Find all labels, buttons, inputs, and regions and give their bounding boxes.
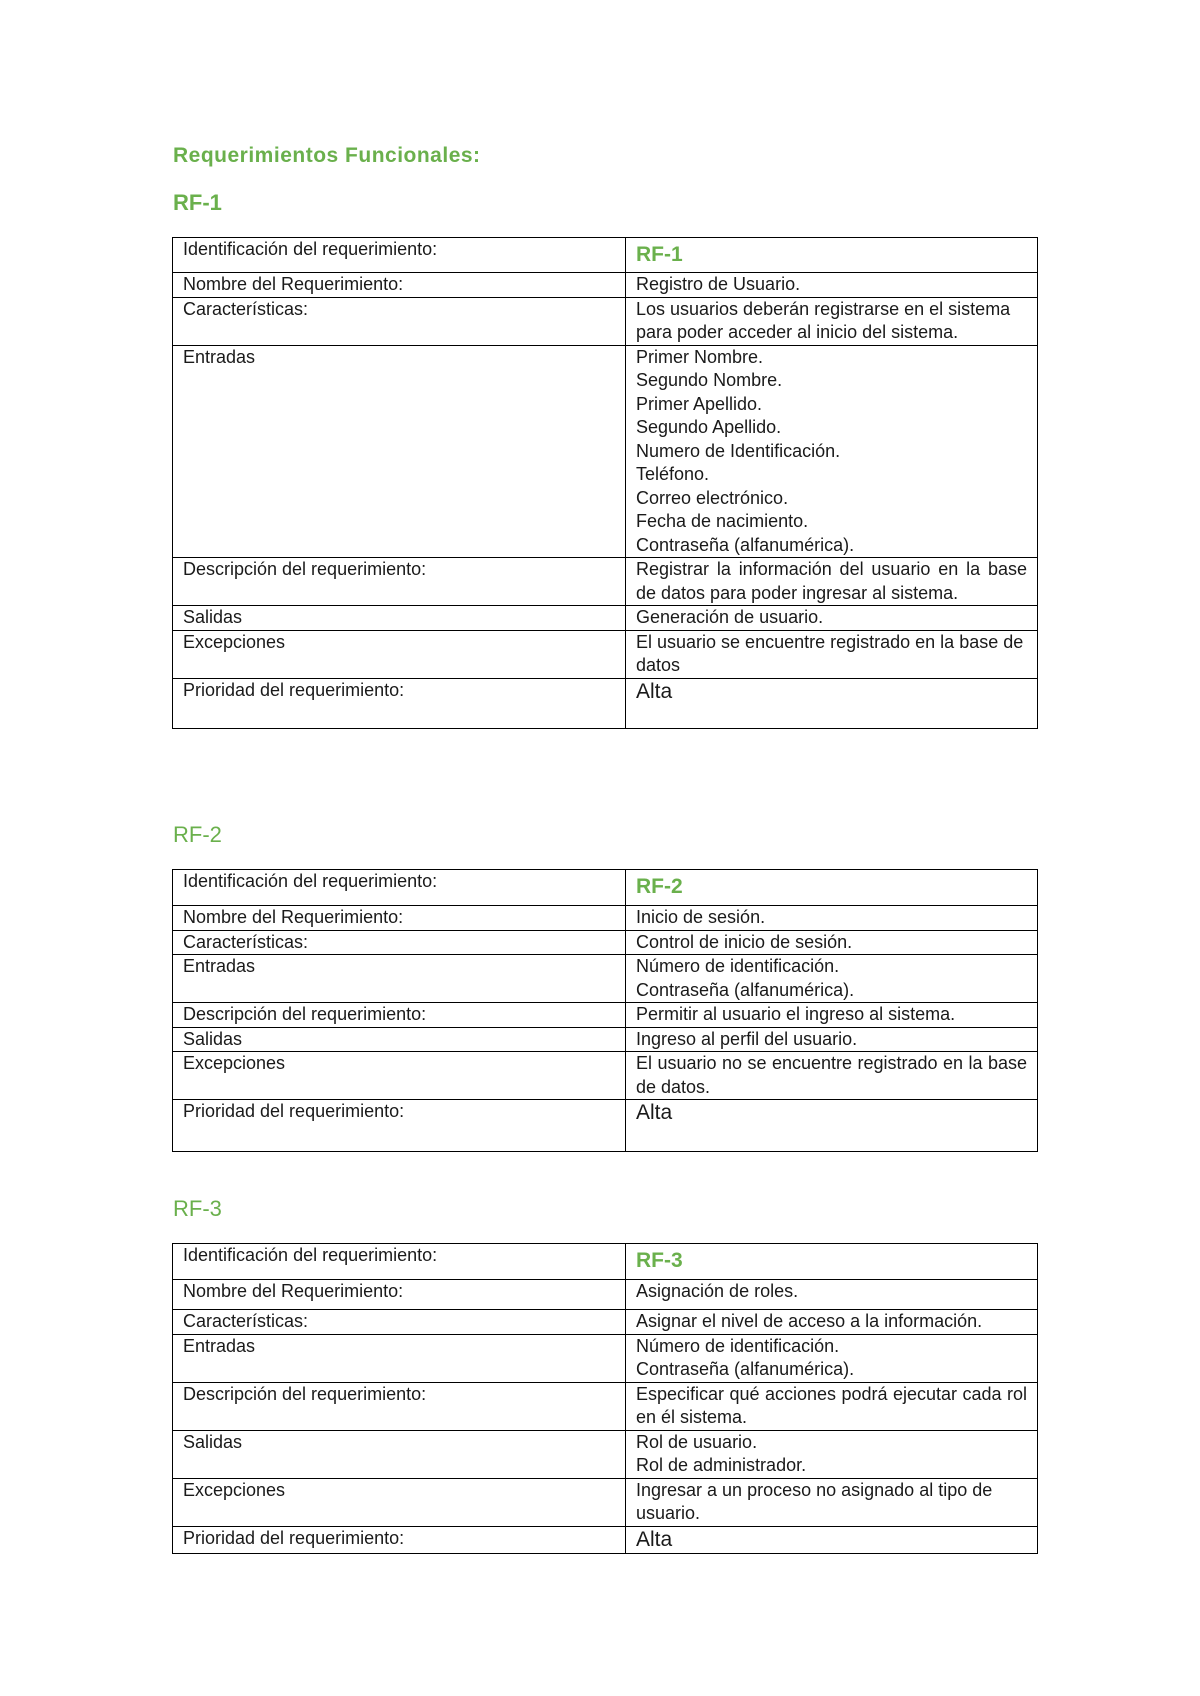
table-row [173, 1310, 1038, 1335]
exceptions-value: Ingresar a un proceso no asignado al tipo de usuario. [626, 1478, 1038, 1526]
table-row [173, 1382, 1038, 1430]
inputs-label: Entradas [173, 1334, 626, 1382]
list-item: Rol de usuario. [636, 1431, 758, 1452]
id-value-cell [626, 238, 1038, 273]
table-row [173, 1280, 1038, 1310]
list-item: Contraseña (alfanumérica). [636, 1359, 855, 1379]
list-item: Segundo Apellido. [636, 417, 782, 437]
id-value: RF-2 [636, 875, 683, 898]
exceptions-value: El usuario se encuentre registrado en la base de datos [626, 630, 1038, 678]
list-item: Primer Apellido. [636, 393, 763, 414]
list-item: Primer Nombre. [636, 346, 764, 367]
inputs-list [626, 345, 1038, 558]
description-label: Descripción del requerimiento: [173, 558, 626, 606]
list-item: Numero de Identificación. [636, 440, 841, 461]
features-value: Los usuarios deberán registrarse en el sistema para poder acceder al inicio del sistema. [626, 297, 1038, 345]
table-row [173, 930, 1038, 955]
table-row [173, 630, 1038, 678]
priority-value-cell [626, 1526, 1038, 1553]
inputs-list [626, 955, 1038, 1003]
inputs-list [626, 1334, 1038, 1382]
features-value: Control de inicio de sesión. [626, 930, 1038, 955]
description-value: Permitir al usuario el ingreso al sistema. [626, 1003, 1038, 1028]
exceptions-label: Excepciones [173, 1052, 626, 1100]
name-value: Registro de Usuario. [626, 273, 1038, 298]
features-value: Asignar el nivel de acceso a la información. [626, 1310, 1038, 1335]
id-label: Identificación del requerimiento: [173, 238, 626, 273]
priority-value: Alta [636, 679, 673, 703]
name-label: Nombre del Requerimiento: [173, 906, 626, 931]
description-value: Registrar la información del usuario en la base de datos para poder ingresar al sistema. [626, 558, 1038, 606]
priority-label: Prioridad del requerimiento: [173, 1100, 626, 1152]
list-item: Número de identificación. [636, 1335, 840, 1356]
description-value: Especificar qué acciones podrá ejecutar cada rol en él sistema. [626, 1382, 1038, 1430]
id-label: Identificación del requerimiento: [173, 870, 626, 906]
list-item: Correo electrónico. [636, 487, 789, 508]
table-row [173, 1003, 1038, 1028]
list-item: Contraseña (alfanumérica). [636, 979, 855, 1000]
list-item: Generación de usuario. [636, 607, 824, 627]
description-label: Descripción del requerimiento: [173, 1003, 626, 1028]
list-item: Rol de administrador. [636, 1455, 807, 1475]
list-item: Fecha de nacimiento. [636, 511, 809, 531]
table-row [173, 1526, 1038, 1553]
priority-value: Alta [636, 1527, 673, 1551]
table-row [173, 906, 1038, 931]
id-value-cell [626, 1244, 1038, 1280]
outputs-label: Salidas [173, 1430, 626, 1478]
table-row [173, 1430, 1038, 1478]
section-title-rf3: RF-3 [173, 1196, 222, 1221]
table-row [173, 238, 1038, 273]
list-item: Número de identificación. [636, 956, 840, 976]
exceptions-label: Excepciones [173, 1478, 626, 1526]
inputs-label: Entradas [173, 955, 626, 1003]
name-label: Nombre del Requerimiento: [173, 273, 626, 298]
list-item: Segundo Nombre. [636, 370, 783, 390]
requirement-table-rf3 [172, 1243, 1038, 1554]
list-item: Contraseña (alfanumérica). [636, 534, 855, 555]
priority-value-cell [626, 1100, 1038, 1152]
table-row [173, 955, 1038, 1003]
table-row [173, 297, 1038, 345]
table-row [173, 558, 1038, 606]
exceptions-value: El usuario no se encuentre registrado en la base de datos. [626, 1052, 1038, 1100]
table-row [173, 345, 1038, 558]
id-value: RF-1 [636, 243, 683, 266]
table-row [173, 1334, 1038, 1382]
id-label: Identificación del requerimiento: [173, 1244, 626, 1280]
section-title-rf1: RF-1 [173, 190, 222, 215]
priority-value: Alta [636, 1101, 673, 1124]
features-label: Características: [173, 297, 626, 345]
table-row [173, 273, 1038, 298]
requirement-table-rf1 [172, 237, 1038, 729]
name-value: Asignación de roles. [626, 1280, 1038, 1310]
outputs-label: Salidas [173, 606, 626, 631]
table-row [173, 606, 1038, 631]
section-title-rf2: RF-2 [173, 822, 222, 847]
priority-value-cell [626, 678, 1038, 728]
table-row [173, 1244, 1038, 1280]
inputs-label: Entradas [173, 345, 626, 558]
name-value: Inicio de sesión. [626, 906, 1038, 931]
page-title: Requerimientos Funcionales: [173, 144, 481, 167]
outputs-label: Salidas [173, 1027, 626, 1052]
table-row [173, 1100, 1038, 1152]
list-item: Teléfono. [636, 464, 710, 484]
table-row [173, 678, 1038, 728]
features-label: Características: [173, 1310, 626, 1335]
table-row [173, 870, 1038, 906]
list-item: Ingreso al perfil del usuario. [636, 1028, 858, 1049]
outputs-list [626, 1430, 1038, 1478]
outputs-list [626, 1027, 1038, 1052]
priority-label: Prioridad del requerimiento: [173, 1526, 626, 1553]
exceptions-label: Excepciones [173, 630, 626, 678]
outputs-list [626, 606, 1038, 631]
table-row [173, 1478, 1038, 1526]
table-row [173, 1052, 1038, 1100]
table-row [173, 1027, 1038, 1052]
description-label: Descripción del requerimiento: [173, 1382, 626, 1430]
features-label: Características: [173, 930, 626, 955]
requirement-table-rf2 [172, 869, 1038, 1152]
priority-label: Prioridad del requerimiento: [173, 678, 626, 728]
id-value-cell [626, 870, 1038, 906]
id-value: RF-3 [636, 1249, 683, 1272]
name-label: Nombre del Requerimiento: [173, 1280, 626, 1310]
